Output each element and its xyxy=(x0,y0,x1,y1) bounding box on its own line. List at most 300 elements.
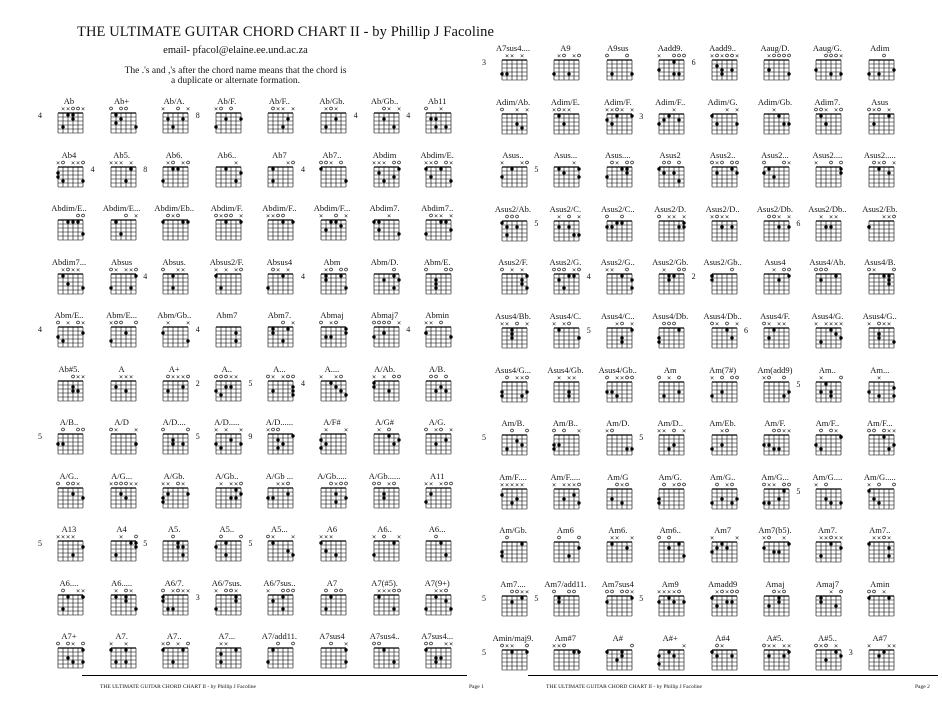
chord-diagram xyxy=(408,417,466,475)
chord-name: Abm7. xyxy=(267,310,292,320)
chord-diagram xyxy=(536,472,594,530)
svg-text:×: × xyxy=(386,481,391,487)
chord-diagram xyxy=(536,97,594,155)
chord-fretboard xyxy=(653,374,687,404)
svg-text:×: × xyxy=(376,427,381,434)
chord-fretboard xyxy=(548,481,582,511)
svg-text:×: × xyxy=(499,160,505,167)
chord-diagram xyxy=(40,524,98,582)
chord-diagram xyxy=(356,203,414,261)
chord-fretboard xyxy=(52,480,86,510)
fret-number: 4 xyxy=(406,111,411,120)
chord-name: Asus4/Gb. xyxy=(547,364,584,375)
svg-text:×: × xyxy=(666,589,672,596)
chord-fretboard xyxy=(157,426,191,456)
chord-fretboard xyxy=(758,427,792,457)
chord-name: Abm/E. xyxy=(423,256,451,267)
svg-text:×: × xyxy=(572,267,577,274)
svg-text:×: × xyxy=(75,588,81,594)
chord-diagram xyxy=(589,633,647,691)
svg-text:×: × xyxy=(428,481,434,487)
svg-text:×: × xyxy=(108,160,113,166)
chord-name: Abdim/F... xyxy=(313,203,351,213)
chord-name: Asus4/G. xyxy=(811,311,844,321)
chord-diagram xyxy=(798,525,856,583)
chord-fretboard xyxy=(315,105,349,135)
chord-fretboard xyxy=(368,266,402,296)
chord-fretboard xyxy=(210,105,244,135)
chord-name: Asus4/Db.. xyxy=(703,311,742,321)
chord-diagram xyxy=(93,364,151,422)
chord-name: Abdim7. xyxy=(369,203,400,213)
chord-fretboard xyxy=(706,534,740,564)
chord-fretboard xyxy=(653,588,687,618)
chord-fretboard xyxy=(496,213,530,243)
svg-text:×: × xyxy=(428,160,434,166)
svg-text:×: × xyxy=(781,321,787,328)
chord-name: A/F# xyxy=(323,417,341,427)
svg-text:×: × xyxy=(819,214,824,221)
chord-fretboard xyxy=(601,266,635,296)
chord-name: A/D...... xyxy=(265,417,294,427)
chord-name: A6..... xyxy=(111,577,133,588)
svg-text:×: × xyxy=(60,267,66,273)
svg-text:×: × xyxy=(381,588,386,594)
chord-diagram xyxy=(145,203,203,261)
svg-text:×: × xyxy=(766,321,772,328)
chord-fretboard xyxy=(105,426,139,456)
chord-name: A13 xyxy=(61,524,77,534)
chord-fretboard xyxy=(496,481,530,511)
chord-name: Adim xyxy=(870,43,890,53)
chord-diagram xyxy=(746,472,804,530)
chord-diagram xyxy=(145,631,203,689)
chord-diagram xyxy=(798,43,856,101)
chord-name: Asus2/F. xyxy=(498,257,528,268)
chord-fretboard xyxy=(157,533,191,563)
chord-diagram xyxy=(851,311,909,369)
chord-name: A#5. xyxy=(766,632,784,643)
chord-diagram xyxy=(356,471,414,529)
fret-number: 8 xyxy=(143,164,148,174)
chord-diagram xyxy=(746,525,804,583)
chord-name: A7. xyxy=(115,631,128,641)
chord-fretboard xyxy=(420,212,454,242)
chord-name: Asus2/D. xyxy=(654,203,687,214)
fret-number: 5 xyxy=(534,594,539,603)
chord-fretboard xyxy=(810,427,844,457)
svg-text:×: × xyxy=(771,482,777,489)
chord-diagram xyxy=(93,471,151,529)
chord-fretboard xyxy=(157,587,191,617)
chord-fretboard xyxy=(653,481,687,511)
svg-text:×: × xyxy=(671,589,677,596)
chord-name: A7sus4.... xyxy=(495,43,530,53)
chord-diagram xyxy=(40,96,98,154)
svg-text:×: × xyxy=(661,428,667,435)
footer-page-number: Page 2 xyxy=(915,684,930,690)
chord-fretboard xyxy=(863,266,897,296)
chord-name: Abmaj xyxy=(320,310,344,320)
svg-text:×: × xyxy=(60,106,66,113)
svg-text:×: × xyxy=(438,106,444,113)
svg-text:×: × xyxy=(876,535,882,542)
chord-name: A/Gb...... xyxy=(368,470,401,481)
chord-name: Amin xyxy=(870,579,890,589)
chord-fretboard xyxy=(548,588,582,618)
chord-name: A6/7sus.. xyxy=(263,577,296,588)
chord-diagram xyxy=(798,150,856,208)
chord-name: A7sus4.. xyxy=(369,631,400,641)
chord-fretboard xyxy=(758,374,792,404)
svg-text:×: × xyxy=(709,375,714,382)
svg-text:×: × xyxy=(328,320,334,327)
fret-number: 3 xyxy=(639,111,644,121)
chord-name: Adim/F. xyxy=(603,96,632,107)
chord-name: Asus2/Ab. xyxy=(494,203,532,214)
svg-text:×: × xyxy=(719,428,724,435)
chord-diagram xyxy=(303,631,361,689)
chord-name: Am7/add11. xyxy=(544,579,587,589)
svg-text:×: × xyxy=(65,320,71,327)
svg-text:×: × xyxy=(233,160,239,166)
chord-name: Ab11 xyxy=(427,96,447,106)
svg-text:×: × xyxy=(724,214,729,221)
svg-text:×: × xyxy=(123,267,128,273)
chord-diagram xyxy=(145,364,203,422)
svg-text:×: × xyxy=(266,588,271,594)
svg-text:×: × xyxy=(228,481,234,487)
chord-diagram xyxy=(798,204,856,262)
chord-fretboard xyxy=(262,640,296,670)
chord-diagram xyxy=(40,150,98,208)
chord-name: Asus4/Db. xyxy=(652,311,689,321)
chord-name: Asus2.. xyxy=(709,150,736,161)
chord-fretboard xyxy=(157,480,191,510)
svg-text:×: × xyxy=(343,213,349,220)
svg-text:×: × xyxy=(666,375,672,382)
chord-name: Asus.... xyxy=(605,150,631,161)
chord-fretboard xyxy=(105,319,139,349)
chord-fretboard xyxy=(601,320,635,350)
chord-diagram xyxy=(198,257,256,315)
chord-name: Am/G xyxy=(607,471,629,482)
chord-fretboard xyxy=(706,266,740,296)
svg-text:×: × xyxy=(396,534,401,541)
svg-text:×: × xyxy=(866,643,872,650)
chord-fretboard xyxy=(496,588,530,618)
chord-fretboard xyxy=(863,320,897,350)
chord-name: Ab/Gb.. xyxy=(370,96,399,106)
svg-text:×: × xyxy=(629,107,635,114)
svg-text:×: × xyxy=(323,427,329,434)
svg-text:×: × xyxy=(108,320,113,327)
chord-name: Abm7 xyxy=(216,310,238,320)
chord-diagram xyxy=(145,524,203,582)
svg-text:×: × xyxy=(55,160,61,166)
chord-name: Absus. xyxy=(162,256,186,267)
svg-text:×: × xyxy=(619,482,625,489)
svg-text:×: × xyxy=(819,535,824,542)
chord-fretboard xyxy=(863,374,897,404)
chord-fretboard xyxy=(315,480,349,510)
chord-fretboard xyxy=(52,587,86,617)
chord-diagram xyxy=(145,417,203,475)
svg-text:×: × xyxy=(834,214,839,221)
chord-fretboard xyxy=(210,587,244,617)
svg-text:×: × xyxy=(524,107,530,114)
chord-diagram xyxy=(195,363,256,422)
chord-fretboard xyxy=(496,374,530,404)
svg-text:×: × xyxy=(233,374,239,380)
chord-name: A7... xyxy=(218,631,236,641)
svg-text:×: × xyxy=(557,214,562,221)
svg-text:×: × xyxy=(881,589,887,596)
footer-rule xyxy=(528,675,938,676)
chord-fretboard xyxy=(315,159,349,189)
svg-text:×: × xyxy=(128,481,133,487)
svg-text:×: × xyxy=(519,160,525,167)
chord-diagram xyxy=(250,524,308,582)
svg-text:×: × xyxy=(165,320,171,327)
footer-rule xyxy=(82,675,467,676)
svg-text:×: × xyxy=(614,160,620,167)
chord-name: Abdim/E. xyxy=(420,149,454,160)
svg-text:×: × xyxy=(213,427,219,434)
fret-number: 5 xyxy=(482,594,486,603)
svg-text:×: × xyxy=(562,482,567,489)
svg-text:×: × xyxy=(709,214,714,221)
svg-text:×: × xyxy=(266,427,271,434)
svg-text:×: × xyxy=(876,375,882,382)
chord-name: Asus2... xyxy=(761,150,789,161)
chord-name: A/D.... xyxy=(162,417,186,427)
chord-diagram xyxy=(356,524,414,582)
svg-text:×: × xyxy=(562,321,567,328)
chord-diagram xyxy=(145,257,203,315)
fret-number: 2 xyxy=(195,378,200,388)
fret-number: 5 xyxy=(534,165,539,175)
chord-name: Abm/E.. xyxy=(54,310,84,320)
chord-name: Ab5. xyxy=(113,149,130,160)
svg-text:×: × xyxy=(567,482,572,489)
svg-text:×: × xyxy=(333,481,339,487)
chord-fretboard xyxy=(706,52,740,82)
chord-diagram xyxy=(195,417,256,475)
chord-name: Ab6.. xyxy=(217,149,237,160)
chord-name: Am7sus4 xyxy=(601,579,634,589)
svg-text:×: × xyxy=(428,320,434,327)
chord-name: Amin/maj9. xyxy=(492,632,534,643)
chord-fretboard xyxy=(706,320,740,350)
chord-diagram xyxy=(40,257,98,315)
fret-number: 3 xyxy=(848,647,853,657)
chord-diagram xyxy=(356,257,414,315)
chord-fretboard xyxy=(706,642,740,672)
chord-name: Ab#5. xyxy=(58,363,80,374)
svg-text:×: × xyxy=(839,321,844,328)
chord-diagram xyxy=(641,365,699,423)
chord-name: Asus2..... xyxy=(863,150,896,161)
chord-fretboard xyxy=(810,481,844,511)
svg-text:×: × xyxy=(128,267,133,273)
svg-text:×: × xyxy=(133,213,138,220)
svg-text:×: × xyxy=(709,535,714,542)
svg-text:×: × xyxy=(233,267,239,273)
chord-fretboard xyxy=(496,534,530,564)
chord-name: A/Ab. xyxy=(374,363,396,374)
chord-fretboard xyxy=(601,534,635,564)
svg-text:×: × xyxy=(504,643,510,650)
chord-diagram xyxy=(851,97,909,155)
chord-fretboard xyxy=(315,587,349,617)
chord-fretboard xyxy=(810,106,844,136)
chord-diagram xyxy=(851,579,909,637)
chord-diagram xyxy=(851,525,909,583)
svg-text:×: × xyxy=(719,53,724,60)
chord-fretboard xyxy=(653,534,687,564)
chord-diagram xyxy=(198,203,256,261)
svg-text:×: × xyxy=(185,588,191,594)
chord-name: Am7(b5). xyxy=(758,525,792,536)
svg-text:×: × xyxy=(170,374,176,380)
chord-diagram xyxy=(586,311,647,369)
chord-fretboard xyxy=(315,319,349,349)
svg-text:×: × xyxy=(386,106,391,113)
svg-text:×: × xyxy=(281,106,286,113)
svg-text:×: × xyxy=(671,214,677,221)
chord-fretboard xyxy=(105,640,139,670)
chord-diagram xyxy=(798,257,856,315)
chord-name: A.... xyxy=(324,363,340,374)
chord-name: A/G... xyxy=(111,470,133,481)
svg-text:×: × xyxy=(771,107,777,114)
svg-text:×: × xyxy=(133,481,138,487)
fret-number: 5 xyxy=(195,432,200,441)
svg-text:×: × xyxy=(333,374,339,380)
chord-diagram xyxy=(746,257,804,315)
chord-name: Aaug/D. xyxy=(760,43,790,53)
svg-text:×: × xyxy=(438,588,444,594)
svg-text:×: × xyxy=(761,375,767,382)
svg-text:×: × xyxy=(213,106,219,113)
chord-fretboard xyxy=(548,642,582,672)
chord-name: Abdim xyxy=(372,149,397,160)
chord-name: Ab7.. xyxy=(322,149,342,160)
chord-diagram xyxy=(356,578,414,636)
chord-diagram xyxy=(40,417,98,475)
svg-text:×: × xyxy=(504,482,510,489)
chord-diagram xyxy=(851,150,909,208)
chord-fretboard xyxy=(315,373,349,403)
chord-fretboard xyxy=(420,587,454,617)
chord-name: Adim/Gb. xyxy=(757,96,793,107)
chord-fretboard xyxy=(758,213,792,243)
chord-diagram xyxy=(93,524,151,582)
page-right xyxy=(471,0,942,728)
svg-text:×: × xyxy=(438,481,444,487)
chord-fretboard xyxy=(653,642,687,672)
chord-diagram xyxy=(484,43,542,101)
chord-name: Abdim7.. xyxy=(421,203,454,213)
chord-diagram xyxy=(641,418,699,476)
chord-diagram xyxy=(353,96,414,154)
chord-name: A7sus4 xyxy=(319,631,345,641)
svg-text:×: × xyxy=(514,482,520,489)
chord-name: Asus2/Gb. xyxy=(652,257,689,268)
svg-text:×: × xyxy=(113,427,118,434)
chord-name: Am(add9) xyxy=(757,364,793,375)
chord-diagram xyxy=(851,472,909,530)
svg-text:×: × xyxy=(524,321,530,328)
chord-name: A7.. xyxy=(166,631,182,641)
chord-name: A5. xyxy=(167,524,181,534)
chord-fretboard xyxy=(758,159,792,189)
svg-text:×: × xyxy=(218,213,224,220)
svg-text:×: × xyxy=(180,374,186,380)
svg-text:×: × xyxy=(876,160,882,167)
svg-text:×: × xyxy=(423,481,429,487)
chord-diagram xyxy=(589,525,647,583)
chart-note xyxy=(0,66,471,86)
svg-text:×: × xyxy=(180,267,186,273)
chord-diagram xyxy=(93,631,151,689)
svg-text:×: × xyxy=(839,535,844,542)
chord-fretboard xyxy=(157,319,191,349)
chord-fretboard xyxy=(420,480,454,510)
chord-diagram xyxy=(694,579,752,637)
svg-text:×: × xyxy=(223,267,229,273)
chord-name: Am/G.... xyxy=(812,471,843,482)
fret-number: 4 xyxy=(353,111,358,120)
chord-diagram xyxy=(746,43,804,101)
svg-text:×: × xyxy=(65,106,71,113)
chord-diagram xyxy=(536,150,594,208)
svg-text:×: × xyxy=(681,428,687,435)
chord-name: Am/F.. xyxy=(815,418,840,429)
fret-number: 5 xyxy=(38,539,42,548)
svg-text:×: × xyxy=(128,588,133,594)
chord-fretboard xyxy=(810,642,844,672)
chord-name: Asus4/F. xyxy=(760,311,790,321)
chord-name: Abdim/E... xyxy=(102,203,141,213)
chord-name: Abm/E... xyxy=(106,310,138,320)
chord-name: Ab/F. xyxy=(217,96,237,106)
svg-text:×: × xyxy=(656,589,662,596)
chord-fretboard xyxy=(52,319,86,349)
svg-text:×: × xyxy=(499,321,505,328)
chord-name: Abm/Gb.. xyxy=(157,310,192,320)
chord-name: Asus2/G. xyxy=(549,257,582,268)
chord-name: Asus4/Gb.. xyxy=(598,364,637,375)
chord-diagram xyxy=(198,150,256,208)
chord-diagram xyxy=(356,364,414,422)
svg-text:×: × xyxy=(165,481,171,487)
fret-number: 4 xyxy=(195,325,200,334)
chord-name: Abm/D. xyxy=(370,256,399,267)
chord-name: Abmin xyxy=(425,310,449,320)
svg-text:×: × xyxy=(433,213,439,220)
chord-diagram xyxy=(250,471,308,529)
chord-fretboard xyxy=(496,427,530,457)
chord-name: Asus4/Ab. xyxy=(809,257,846,268)
chord-name: A... xyxy=(273,363,286,374)
chord-fretboard xyxy=(706,213,740,243)
fret-number: 3 xyxy=(482,58,486,67)
chord-diagram xyxy=(93,203,151,261)
svg-text:×: × xyxy=(170,213,176,220)
svg-text:×: × xyxy=(614,375,620,382)
